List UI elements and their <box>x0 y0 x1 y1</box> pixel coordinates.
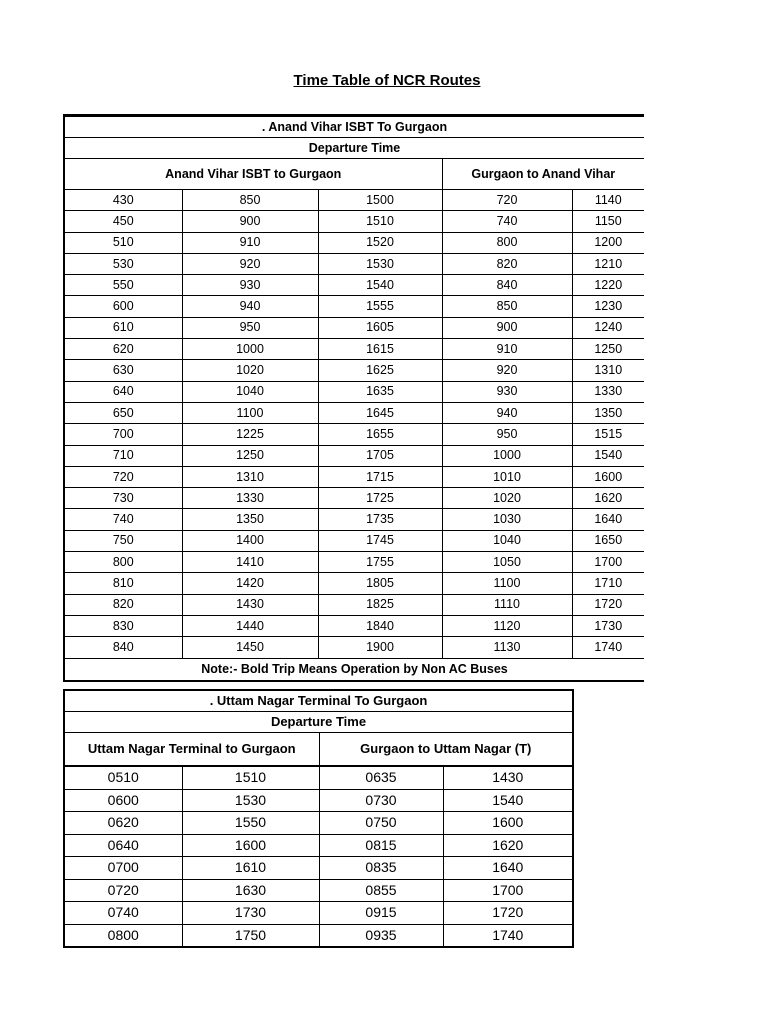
return-group-header: Gurgaon to Anand Vihar <box>442 159 644 190</box>
time-cell: 1610 <box>182 857 319 880</box>
table-row <box>64 339 644 360</box>
table-row <box>64 902 573 925</box>
time-cell: 0635 <box>319 766 443 789</box>
time-cell: 1250 <box>182 445 318 466</box>
time-cell: 1400 <box>182 530 318 551</box>
time-cell: 930 <box>182 275 318 296</box>
outbound-group-header: Uttam Nagar Terminal to Gurgaon <box>64 733 319 767</box>
time-cell: 1605 <box>318 317 442 338</box>
departure-time-heading: Departure Time <box>64 712 573 733</box>
time-cell: 1310 <box>182 466 318 487</box>
table-row <box>64 253 644 274</box>
time-cell: 1515 <box>572 424 644 445</box>
time-cell: 1740 <box>572 637 644 658</box>
time-cell: 1530 <box>318 253 442 274</box>
time-cell: 530 <box>64 253 182 274</box>
table-row <box>64 190 644 211</box>
time-cell: 840 <box>442 275 572 296</box>
time-cell: 740 <box>442 211 572 232</box>
time-cell: 940 <box>442 402 572 423</box>
time-cell: 610 <box>64 317 182 338</box>
time-cell: 1040 <box>442 530 572 551</box>
time-cell: 1840 <box>318 615 442 636</box>
table-row <box>64 637 644 658</box>
time-cell: 800 <box>442 232 572 253</box>
footnote: Note:- Bold Trip Means Operation by Non AC Buses <box>64 658 644 681</box>
time-cell: 1040 <box>182 381 318 402</box>
time-cell: 1825 <box>318 594 442 615</box>
time-cell: 950 <box>182 317 318 338</box>
time-cell: 1225 <box>182 424 318 445</box>
table-row <box>64 381 644 402</box>
time-cell: 1600 <box>443 812 573 835</box>
time-cell: 1600 <box>572 466 644 487</box>
uttam-nagar-timetable <box>63 689 574 948</box>
time-cell: 1755 <box>318 552 442 573</box>
time-cell: 1555 <box>318 296 442 317</box>
time-cell: 430 <box>64 190 182 211</box>
time-cell: 1100 <box>442 573 572 594</box>
time-cell: 840 <box>64 637 182 658</box>
page-title: Time Table of NCR Routes <box>293 72 481 89</box>
time-cell: 630 <box>64 360 182 381</box>
time-cell: 1530 <box>182 789 319 812</box>
time-cell: 0815 <box>319 834 443 857</box>
time-cell: 740 <box>64 509 182 530</box>
time-cell: 1100 <box>182 402 318 423</box>
time-cell: 1110 <box>442 594 572 615</box>
time-cell: 900 <box>182 211 318 232</box>
time-cell: 920 <box>442 360 572 381</box>
time-cell: 1120 <box>442 615 572 636</box>
time-cell: 1000 <box>442 445 572 466</box>
time-cell: 1700 <box>572 552 644 573</box>
time-cell: 1715 <box>318 466 442 487</box>
time-cell: 1720 <box>443 902 573 925</box>
time-cell: 0510 <box>64 766 182 789</box>
time-cell: 1710 <box>572 573 644 594</box>
table-row <box>64 211 644 232</box>
time-cell: 950 <box>442 424 572 445</box>
time-cell: 0915 <box>319 902 443 925</box>
time-cell: 1440 <box>182 615 318 636</box>
time-cell: 620 <box>64 339 182 360</box>
time-cell: 1000 <box>182 339 318 360</box>
time-cell: 1540 <box>443 789 573 812</box>
table-row <box>64 275 644 296</box>
time-cell: 1200 <box>572 232 644 253</box>
time-cell: 750 <box>64 530 182 551</box>
time-cell: 0935 <box>319 924 443 947</box>
time-cell: 720 <box>442 190 572 211</box>
time-cell: 830 <box>64 615 182 636</box>
table-row <box>64 615 644 636</box>
time-cell: 1310 <box>572 360 644 381</box>
time-cell: 1730 <box>572 615 644 636</box>
time-cell: 1050 <box>442 552 572 573</box>
time-cell: 0835 <box>319 857 443 880</box>
time-cell: 1720 <box>572 594 644 615</box>
table-row <box>64 594 644 615</box>
time-cell: 1020 <box>182 360 318 381</box>
return-group-header: Gurgaon to Uttam Nagar (T) <box>319 733 573 767</box>
time-cell: 640 <box>64 381 182 402</box>
time-cell: 1740 <box>443 924 573 947</box>
time-cell: 1705 <box>318 445 442 466</box>
time-cell: 1430 <box>443 766 573 789</box>
time-cell: 1645 <box>318 402 442 423</box>
time-cell: 0855 <box>319 879 443 902</box>
time-cell: 900 <box>442 317 572 338</box>
table-row <box>64 424 644 445</box>
time-cell: 1805 <box>318 573 442 594</box>
time-cell: 1330 <box>572 381 644 402</box>
time-cell: 1650 <box>572 530 644 551</box>
table-row <box>64 488 644 509</box>
time-cell: 1750 <box>182 924 319 947</box>
table-row <box>64 879 573 902</box>
table-row <box>64 924 573 947</box>
time-cell: 1020 <box>442 488 572 509</box>
time-cell: 1210 <box>572 253 644 274</box>
time-cell: 0800 <box>64 924 182 947</box>
table-row <box>64 834 573 857</box>
time-cell: 450 <box>64 211 182 232</box>
time-cell: 550 <box>64 275 182 296</box>
time-cell: 0600 <box>64 789 182 812</box>
route-title: . Anand Vihar ISBT To Gurgaon <box>64 116 644 138</box>
time-cell: 1700 <box>443 879 573 902</box>
time-cell: 1620 <box>572 488 644 509</box>
time-cell: 1420 <box>182 573 318 594</box>
table-row <box>64 766 573 789</box>
time-cell: 1130 <box>442 637 572 658</box>
table-row <box>64 445 644 466</box>
table-row <box>64 509 644 530</box>
time-cell: 1520 <box>318 232 442 253</box>
time-cell: 710 <box>64 445 182 466</box>
time-cell: 910 <box>182 232 318 253</box>
time-cell: 0720 <box>64 879 182 902</box>
time-cell: 1350 <box>572 402 644 423</box>
departure-time-heading: Departure Time <box>64 138 644 159</box>
time-cell: 1350 <box>182 509 318 530</box>
time-cell: 1900 <box>318 637 442 658</box>
table-row <box>64 317 644 338</box>
time-cell: 1510 <box>182 766 319 789</box>
time-cell: 730 <box>64 488 182 509</box>
time-cell: 940 <box>182 296 318 317</box>
table-row <box>64 360 644 381</box>
time-cell: 1450 <box>182 637 318 658</box>
time-cell: 510 <box>64 232 182 253</box>
time-cell: 1540 <box>318 275 442 296</box>
time-cell: 0740 <box>64 902 182 925</box>
time-cell: 1500 <box>318 190 442 211</box>
time-cell: 0750 <box>319 812 443 835</box>
time-cell: 820 <box>442 253 572 274</box>
time-cell: 1725 <box>318 488 442 509</box>
table-row <box>64 466 644 487</box>
time-cell: 0700 <box>64 857 182 880</box>
time-cell: 700 <box>64 424 182 445</box>
time-cell: 1330 <box>182 488 318 509</box>
time-cell: 1550 <box>182 812 319 835</box>
time-cell: 600 <box>64 296 182 317</box>
time-cell: 1250 <box>572 339 644 360</box>
time-cell: 820 <box>64 594 182 615</box>
time-cell: 1600 <box>182 834 319 857</box>
outbound-group-header: Anand Vihar ISBT to Gurgaon <box>64 159 442 190</box>
time-cell: 1410 <box>182 552 318 573</box>
time-cell: 1510 <box>318 211 442 232</box>
time-cell: 0730 <box>319 789 443 812</box>
time-cell: 0640 <box>64 834 182 857</box>
time-cell: 1030 <box>442 509 572 530</box>
table-row <box>64 552 644 573</box>
time-cell: 1630 <box>182 879 319 902</box>
time-cell: 920 <box>182 253 318 274</box>
time-cell: 1640 <box>572 509 644 530</box>
time-cell: 1430 <box>182 594 318 615</box>
table-row <box>64 296 644 317</box>
time-cell: 800 <box>64 552 182 573</box>
time-cell: 1730 <box>182 902 319 925</box>
table-row <box>64 573 644 594</box>
time-cell: 1655 <box>318 424 442 445</box>
time-cell: 1220 <box>572 275 644 296</box>
time-cell: 1735 <box>318 509 442 530</box>
time-cell: 850 <box>182 190 318 211</box>
time-cell: 810 <box>64 573 182 594</box>
time-cell: 720 <box>64 466 182 487</box>
table-row <box>64 789 573 812</box>
time-cell: 910 <box>442 339 572 360</box>
time-cell: 1540 <box>572 445 644 466</box>
time-cell: 1620 <box>443 834 573 857</box>
time-cell: 1635 <box>318 381 442 402</box>
time-cell: 0620 <box>64 812 182 835</box>
time-cell: 1615 <box>318 339 442 360</box>
time-cell: 1745 <box>318 530 442 551</box>
anand-vihar-timetable <box>63 114 644 682</box>
table-row <box>64 857 573 880</box>
time-cell: 1625 <box>318 360 442 381</box>
time-cell: 1140 <box>572 190 644 211</box>
time-cell: 1150 <box>572 211 644 232</box>
time-cell: 1230 <box>572 296 644 317</box>
table-row <box>64 530 644 551</box>
time-cell: 930 <box>442 381 572 402</box>
time-cell: 1640 <box>443 857 573 880</box>
time-cell: 1010 <box>442 466 572 487</box>
table-row <box>64 232 644 253</box>
time-cell: 1240 <box>572 317 644 338</box>
table-row <box>64 812 573 835</box>
table-row <box>64 402 644 423</box>
time-cell: 650 <box>64 402 182 423</box>
time-cell: 850 <box>442 296 572 317</box>
route-title: . Uttam Nagar Terminal To Gurgaon <box>64 690 573 712</box>
